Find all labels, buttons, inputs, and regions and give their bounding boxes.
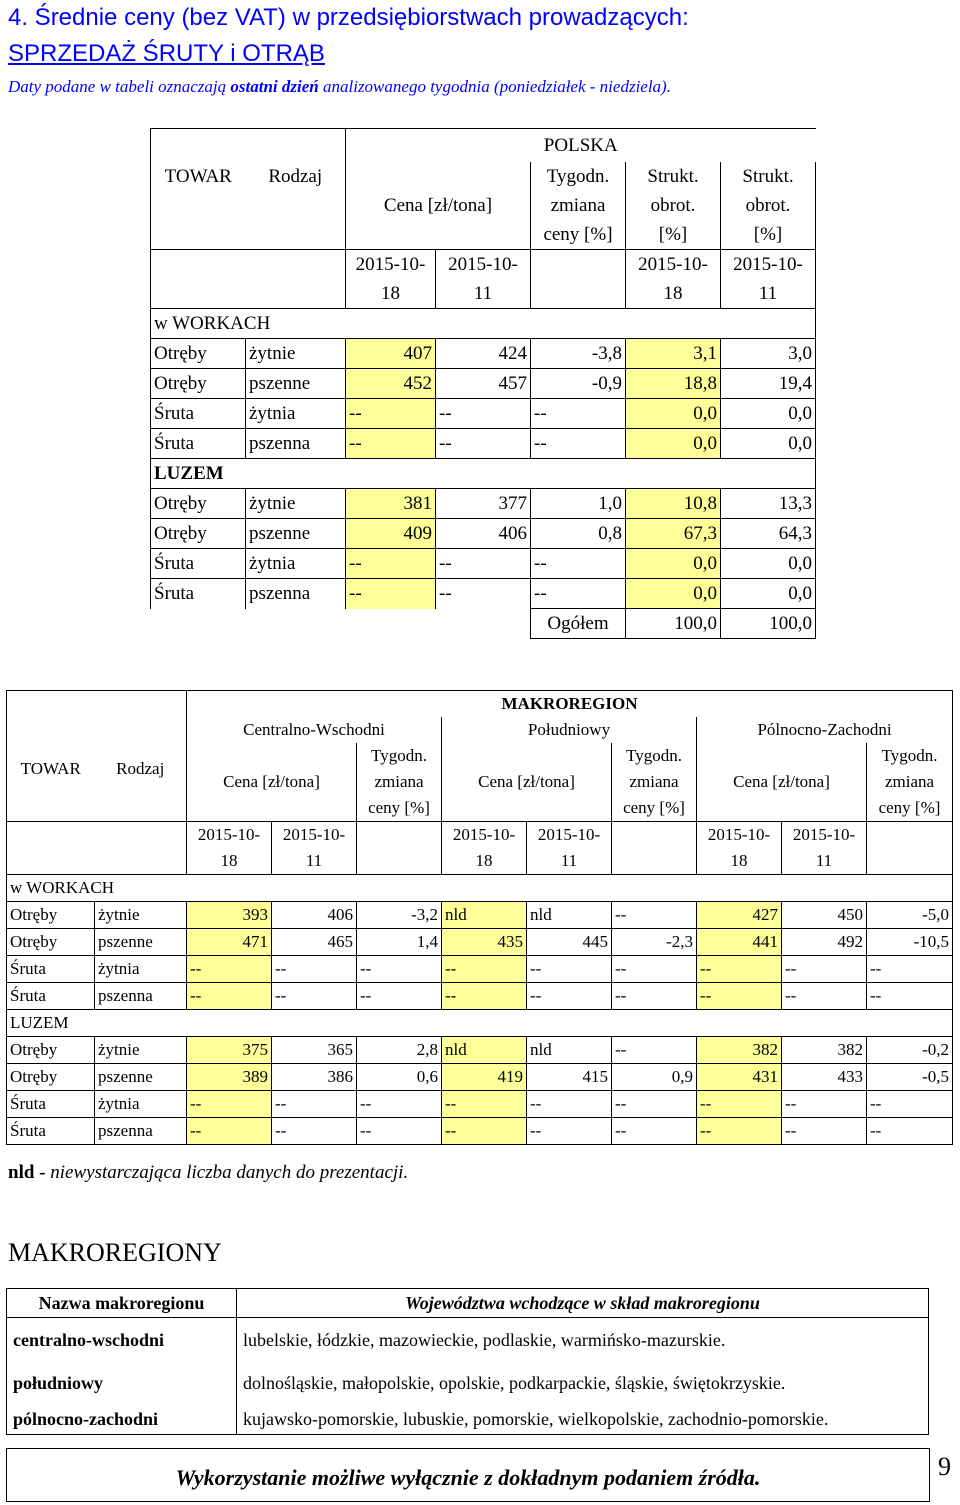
page-subtitle-product: SPRZEDAŻ ŚRUTY i OTRĄB (8, 40, 325, 67)
region-centralno-wschodni: Centralno-Wschodni (187, 717, 442, 743)
cell-col-4: -- (357, 1118, 442, 1145)
nld-footnote: nld - niewystarczająca liczba danych do prezentacji. (8, 1162, 409, 1183)
cell-towar: Śruta (151, 549, 246, 579)
col-strukt2-l2: obrot. (721, 191, 816, 220)
cell-col-3: 406 (272, 902, 357, 929)
cell-rodzaj: żytnia (246, 399, 346, 429)
table-row (7, 956, 953, 983)
cell-col-10: -0,5 (867, 1064, 953, 1091)
cell-strukt-1: 0,0 (626, 429, 721, 459)
cell-col-2: 393 (187, 902, 272, 929)
table-row (7, 1318, 929, 1363)
mr3-col-cena: Cena [zł/tona] (697, 769, 867, 795)
total-label: Ogółem (531, 609, 626, 639)
page-number: 9 (938, 1452, 951, 1481)
cell-col-5: nld (442, 1037, 527, 1064)
cell-cena-1: -- (346, 399, 436, 429)
table-row (151, 579, 816, 609)
mr2-zmiana-l2: zmiana (612, 769, 697, 795)
cell-col-9: 450 (782, 902, 867, 929)
polska-workach-rows (151, 339, 816, 459)
cell-col-3: 365 (272, 1037, 357, 1064)
polska-price-table (150, 128, 816, 639)
cell-col-0: Otręby (7, 1064, 95, 1091)
cell-col-6: -- (527, 1091, 612, 1118)
cell-col-4: -- (357, 956, 442, 983)
cell-cena-1: 452 (346, 369, 436, 399)
col-cena: Cena [zł/tona] (346, 191, 531, 220)
table-row (151, 519, 816, 549)
mr1-zmiana-l1: Tygodn. (357, 743, 442, 769)
makroregion-price-table (6, 690, 953, 1145)
col-zmiana-l2: zmiana (531, 191, 626, 220)
cell-col-2: -- (187, 956, 272, 983)
table-row (7, 1118, 953, 1145)
cell-zmiana: -- (531, 429, 626, 459)
col-strukt1-l3: [%] (626, 220, 721, 250)
cell-col-6: nld (527, 902, 612, 929)
makroregiony-table (6, 1288, 929, 1435)
cell-col-7: -- (612, 1118, 697, 1145)
cell-col-6: -- (527, 956, 612, 983)
cell-strukt-2: 64,3 (721, 519, 816, 549)
cell-col-4: 0,6 (357, 1064, 442, 1091)
cell-col-3: 465 (272, 929, 357, 956)
makroregion-title: MAKROREGION (187, 691, 953, 718)
makroregion-name: centralno-wschodni (7, 1318, 237, 1363)
cell-strukt-1: 67,3 (626, 519, 721, 549)
cell-towar: Śruta (151, 579, 246, 609)
cell-col-5: 435 (442, 929, 527, 956)
cell-zmiana: -3,8 (531, 339, 626, 369)
makroregion-wojewodztwa: dolnośląskie, małopolskie, opolskie, podkarpackie, śląskie, świętokrzyskie. (237, 1362, 929, 1404)
cell-col-8: 382 (697, 1037, 782, 1064)
mr3-date2: 2015-10- (782, 822, 867, 849)
cell-col-7: -- (612, 983, 697, 1010)
cell-strukt-2: 3,0 (721, 339, 816, 369)
cell-col-5: -- (442, 956, 527, 983)
cell-cena-2: -- (436, 429, 531, 459)
mr3-date1: 2015-10- (697, 822, 782, 849)
cell-col-1: pszenna (95, 983, 187, 1010)
table-row (151, 399, 816, 429)
mr1-date2: 2015-10- (272, 822, 357, 849)
cell-rodzaj: pszenna (246, 579, 346, 609)
makroregiony-rows (7, 1318, 929, 1435)
table-row (151, 339, 816, 369)
cell-col-3: -- (272, 956, 357, 983)
cell-col-10: -5,0 (867, 902, 953, 929)
cell-col-3: -- (272, 1118, 357, 1145)
date-col1-day: 18 (346, 279, 436, 309)
date-col3: 2015-10- (626, 250, 721, 280)
makroregion-name: pólnocno-zachodni (7, 1404, 237, 1435)
mr1-col-cena: Cena [zł/tona] (187, 769, 357, 795)
table-row (7, 1064, 953, 1091)
mr1-date1-day: 18 (187, 848, 272, 875)
cell-col-2: -- (187, 1091, 272, 1118)
total-strukt2: 100,0 (721, 609, 816, 639)
cell-strukt-1: 0,0 (626, 399, 721, 429)
cell-towar: Śruta (151, 399, 246, 429)
cell-col-7: 0,9 (612, 1064, 697, 1091)
cell-rodzaj: pszenne (246, 519, 346, 549)
total-strukt1: 100,0 (626, 609, 721, 639)
page-title: 4. Średnie ceny (bez VAT) w przedsiębiorstwach prowadzących: (8, 4, 689, 31)
cell-cena-2: -- (436, 399, 531, 429)
cell-col-7: -- (612, 1091, 697, 1118)
region-polnocno-zachodni: Pólnocno-Zachodni (697, 717, 953, 743)
cell-cena-1: 407 (346, 339, 436, 369)
mr2-date2-day: 11 (527, 848, 612, 875)
col-strukt2-l1: Strukt. (721, 162, 816, 191)
table-row (7, 1037, 953, 1064)
cell-col-0: Otręby (7, 902, 95, 929)
col-strukt1-l2: obrot. (626, 191, 721, 220)
cell-col-5: 419 (442, 1064, 527, 1091)
cell-col-1: żytnie (95, 1037, 187, 1064)
mr-luzem-rows (7, 1037, 953, 1145)
table-row (151, 489, 816, 519)
mr3-date1-day: 18 (697, 848, 782, 875)
cell-col-4: 2,8 (357, 1037, 442, 1064)
cell-col-2: 375 (187, 1037, 272, 1064)
cell-cena-2: 457 (436, 369, 531, 399)
makroregion-name: południowy (7, 1362, 237, 1404)
cell-zmiana: 0,8 (531, 519, 626, 549)
cell-cena-2: 406 (436, 519, 531, 549)
table-row (151, 369, 816, 399)
cell-cena-2: -- (436, 579, 531, 609)
date-note: Daty podane w tabeli oznaczają ostatni dzień analizowanego tygodnia (poniedziałek - niedziela). (8, 77, 671, 96)
cell-towar: Śruta (151, 429, 246, 459)
cell-col-4: 1,4 (357, 929, 442, 956)
cell-col-3: -- (272, 983, 357, 1010)
cell-col-6: -- (527, 1118, 612, 1145)
cell-strukt-1: 18,8 (626, 369, 721, 399)
cell-col-2: 471 (187, 929, 272, 956)
cell-col-0: Śruta (7, 1118, 95, 1145)
cell-col-1: pszenne (95, 929, 187, 956)
mr2-date1-day: 18 (442, 848, 527, 875)
cell-strukt-2: 0,0 (721, 579, 816, 609)
cell-col-1: pszenna (95, 1118, 187, 1145)
cell-col-4: -3,2 (357, 902, 442, 929)
footer-box (6, 1448, 930, 1502)
cell-zmiana: -- (531, 549, 626, 579)
cell-col-1: żytnia (95, 956, 187, 983)
cell-zmiana: -0,9 (531, 369, 626, 399)
col-rodzaj: Rodzaj (268, 166, 323, 187)
mr1-zmiana-l2: zmiana (357, 769, 442, 795)
table-row (7, 983, 953, 1010)
mr3-date2-day: 11 (782, 848, 867, 875)
cell-strukt-2: 0,0 (721, 429, 816, 459)
mr2-col-cena: Cena [zł/tona] (442, 769, 612, 795)
makroregion-wojewodztwa: lubelskie, łódzkie, mazowieckie, podlaskie, warmińsko-mazurskie. (237, 1318, 929, 1363)
mr2-date2: 2015-10- (527, 822, 612, 849)
mr1-zmiana-l3: ceny [%] (357, 795, 442, 822)
cell-col-0: Śruta (7, 956, 95, 983)
cell-strukt-2: 0,0 (721, 399, 816, 429)
cell-strukt-1: 0,0 (626, 579, 721, 609)
date-col2-day: 11 (436, 279, 531, 309)
cell-strukt-2: 0,0 (721, 549, 816, 579)
cell-col-5: -- (442, 983, 527, 1010)
date-col2: 2015-10- (436, 250, 531, 280)
date-col4: 2015-10- (721, 250, 816, 280)
table-row (7, 902, 953, 929)
cell-col-2: 389 (187, 1064, 272, 1091)
cell-col-9: -- (782, 983, 867, 1010)
mr3-zmiana-l2: zmiana (867, 769, 953, 795)
cell-col-0: Otręby (7, 929, 95, 956)
cell-col-10: -- (867, 1091, 953, 1118)
mr3-zmiana-l3: ceny [%] (867, 795, 953, 822)
cell-rodzaj: pszenna (246, 429, 346, 459)
cell-towar: Otręby (151, 339, 246, 369)
polska-luzem-rows (151, 489, 816, 609)
cell-cena-2: -- (436, 549, 531, 579)
cell-strukt-2: 19,4 (721, 369, 816, 399)
mr2-date1: 2015-10- (442, 822, 527, 849)
cell-col-8: -- (697, 983, 782, 1010)
cell-col-0: Śruta (7, 1091, 95, 1118)
cell-cena-1: -- (346, 429, 436, 459)
col-zmiana-l1: Tygodn. (531, 162, 626, 191)
cell-towar: Otręby (151, 489, 246, 519)
mr-section-workach: w WORKACH (7, 875, 953, 902)
cell-col-7: -- (612, 956, 697, 983)
table-row (151, 429, 816, 459)
cell-col-1: żytnie (95, 902, 187, 929)
table-row (151, 549, 816, 579)
cell-col-0: Otręby (7, 1037, 95, 1064)
cell-col-8: 431 (697, 1064, 782, 1091)
cell-rodzaj: żytnie (246, 489, 346, 519)
cell-cena-1: -- (346, 579, 436, 609)
cell-col-8: 441 (697, 929, 782, 956)
cell-col-9: -- (782, 1091, 867, 1118)
col-strukt2-l3: [%] (721, 220, 816, 250)
cell-cena-1: 381 (346, 489, 436, 519)
cell-col-0: Śruta (7, 983, 95, 1010)
cell-col-6: -- (527, 983, 612, 1010)
cell-col-8: -- (697, 956, 782, 983)
cell-cena-1: -- (346, 549, 436, 579)
cell-col-3: 386 (272, 1064, 357, 1091)
col-strukt1-l1: Strukt. (626, 162, 721, 191)
cell-cena-1: 409 (346, 519, 436, 549)
cell-towar: Otręby (151, 519, 246, 549)
region-poludniowy: Południowy (442, 717, 697, 743)
cell-col-9: -- (782, 956, 867, 983)
col-zmiana-l3: ceny [%] (531, 220, 626, 250)
cell-col-5: -- (442, 1118, 527, 1145)
cell-col-1: żytnia (95, 1091, 187, 1118)
mr3-zmiana-l1: Tygodn. (867, 743, 953, 769)
cell-col-8: -- (697, 1118, 782, 1145)
cell-zmiana: -- (531, 579, 626, 609)
cell-col-5: -- (442, 1091, 527, 1118)
cell-col-6: nld (527, 1037, 612, 1064)
cell-col-10: -- (867, 983, 953, 1010)
cell-col-6: 415 (527, 1064, 612, 1091)
mr1-date2-day: 11 (272, 848, 357, 875)
table-row (7, 1404, 929, 1435)
cell-strukt-2: 13,3 (721, 489, 816, 519)
col-wojewodztwa: Województwa wchodzące w skład makroregionu (237, 1289, 929, 1318)
cell-cena-2: 424 (436, 339, 531, 369)
section-luzem: LUZEM (151, 459, 816, 489)
cell-col-9: 433 (782, 1064, 867, 1091)
table-row (7, 1091, 953, 1118)
cell-col-7: -- (612, 1037, 697, 1064)
col-towar: TOWAR (151, 162, 246, 250)
cell-col-10: -10,5 (867, 929, 953, 956)
cell-strukt-1: 10,8 (626, 489, 721, 519)
cell-strukt-1: 0,0 (626, 549, 721, 579)
cell-col-6: 445 (527, 929, 612, 956)
cell-col-9: 382 (782, 1037, 867, 1064)
cell-col-2: -- (187, 1118, 272, 1145)
cell-col-8: 427 (697, 902, 782, 929)
makroregion-wojewodztwa: kujawsko-pomorskie, lubuskie, pomorskie, wielkopolskie, zachodnio-pomorskie. (237, 1404, 929, 1435)
cell-zmiana: -- (531, 399, 626, 429)
mr-col-rodzaj: Rodzaj (116, 759, 165, 778)
section-workach: w WORKACH (151, 309, 816, 339)
cell-col-10: -- (867, 1118, 953, 1145)
cell-rodzaj: żytnia (246, 549, 346, 579)
cell-col-4: -- (357, 1091, 442, 1118)
cell-towar: Otręby (151, 369, 246, 399)
cell-rodzaj: pszenne (246, 369, 346, 399)
cell-col-9: 492 (782, 929, 867, 956)
mr-workach-rows (7, 902, 953, 1010)
col-nazwa: Nazwa makroregionu (7, 1289, 237, 1318)
makroregiony-heading: MAKROREGIONY (8, 1238, 222, 1267)
cell-col-5: nld (442, 902, 527, 929)
cell-col-3: -- (272, 1091, 357, 1118)
mr-section-luzem: LUZEM (7, 1010, 953, 1037)
cell-col-1: pszenne (95, 1064, 187, 1091)
date-col3-day: 18 (626, 279, 721, 309)
footer-text: Wykorzystanie możliwe wyłącznie z dokładnym podaniem źródła. (175, 1465, 761, 1490)
cell-col-10: -0,2 (867, 1037, 953, 1064)
mr2-zmiana-l1: Tygodn. (612, 743, 697, 769)
cell-col-9: -- (782, 1118, 867, 1145)
date-col1: 2015-10- (346, 250, 436, 280)
cell-zmiana: 1,0 (531, 489, 626, 519)
cell-strukt-1: 3,1 (626, 339, 721, 369)
mr-col-towar: TOWAR (7, 717, 95, 822)
cell-col-4: -- (357, 983, 442, 1010)
cell-col-10: -- (867, 956, 953, 983)
cell-col-8: -- (697, 1091, 782, 1118)
cell-rodzaj: żytnie (246, 339, 346, 369)
mr1-date1: 2015-10- (187, 822, 272, 849)
cell-col-7: -- (612, 902, 697, 929)
mr2-zmiana-l3: ceny [%] (612, 795, 697, 822)
cell-col-7: -2,3 (612, 929, 697, 956)
date-col4-day: 11 (721, 279, 816, 309)
cell-col-2: -- (187, 983, 272, 1010)
region-polska: POLSKA (346, 129, 816, 163)
table-row (7, 1362, 929, 1404)
cell-cena-2: 377 (436, 489, 531, 519)
table-row (7, 929, 953, 956)
